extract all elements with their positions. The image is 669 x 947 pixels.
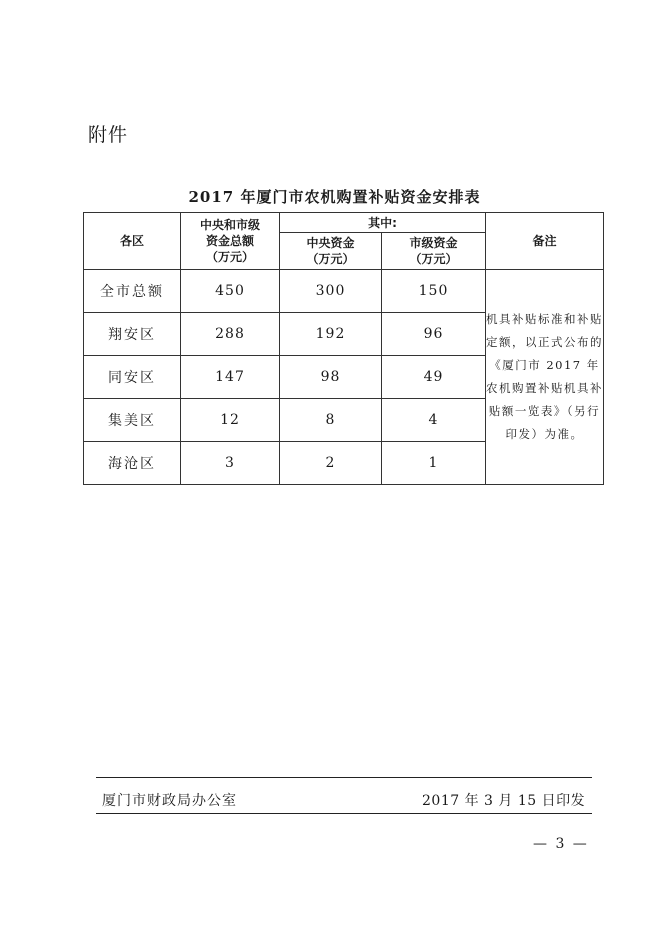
total-cell: 450 — [181, 270, 280, 313]
central-cell: 2 — [280, 442, 382, 485]
central-cell: 300 — [280, 270, 382, 313]
header-of-which: 其中: — [280, 213, 486, 233]
header-city-line2: （万元） — [409, 252, 458, 266]
header-total — [181, 213, 280, 270]
city-cell: 1 — [382, 442, 486, 485]
page-number: — 3 — — [533, 836, 589, 852]
total-cell: 12 — [181, 399, 280, 442]
footer-top-rule — [96, 777, 592, 778]
total-cell: 288 — [181, 313, 280, 356]
total-cell: 147 — [181, 356, 280, 399]
central-cell: 8 — [280, 399, 382, 442]
issue-date: 2017 年 3 月 15 日印发 — [422, 793, 586, 809]
district-cell: 翔安区 — [84, 313, 181, 356]
table-title: 2017 年厦门市农机购置补贴资金安排表 — [188, 188, 481, 206]
header-central-line1: 中央资金 — [306, 236, 355, 250]
header-total-line3: （万元） — [205, 250, 254, 264]
header-total-line1: 中央和市级 — [199, 218, 260, 232]
fund-allocation-table — [83, 212, 604, 485]
district-cell: 海沧区 — [84, 442, 181, 485]
header-total-line2: 资金总额 — [205, 234, 254, 248]
attachment-label: 附件 — [88, 124, 129, 146]
header-remark: 备注 — [486, 213, 604, 270]
district-cell: 全市总额 — [84, 270, 181, 313]
issuing-office: 厦门市财政局办公室 — [102, 793, 237, 809]
central-cell: 98 — [280, 356, 382, 399]
footer-bottom-rule — [96, 813, 592, 814]
total-cell: 3 — [181, 442, 280, 485]
header-city — [382, 233, 486, 270]
header-district: 各区 — [84, 213, 181, 270]
remark-cell: 机具补贴标准和补贴定额，以正式公布的《厦门市 2017 年农机购置补贴机具补贴额一览表》（另行印发）为准。 — [486, 270, 604, 485]
district-cell: 集美区 — [84, 399, 181, 442]
city-cell: 49 — [382, 356, 486, 399]
city-cell: 150 — [382, 270, 486, 313]
table-row — [84, 270, 604, 313]
central-cell: 192 — [280, 313, 382, 356]
city-cell: 4 — [382, 399, 486, 442]
header-central-line2: （万元） — [306, 252, 355, 266]
header-city-line1: 市级资金 — [409, 236, 458, 250]
header-central — [280, 233, 382, 270]
city-cell: 96 — [382, 313, 486, 356]
district-cell: 同安区 — [84, 356, 181, 399]
